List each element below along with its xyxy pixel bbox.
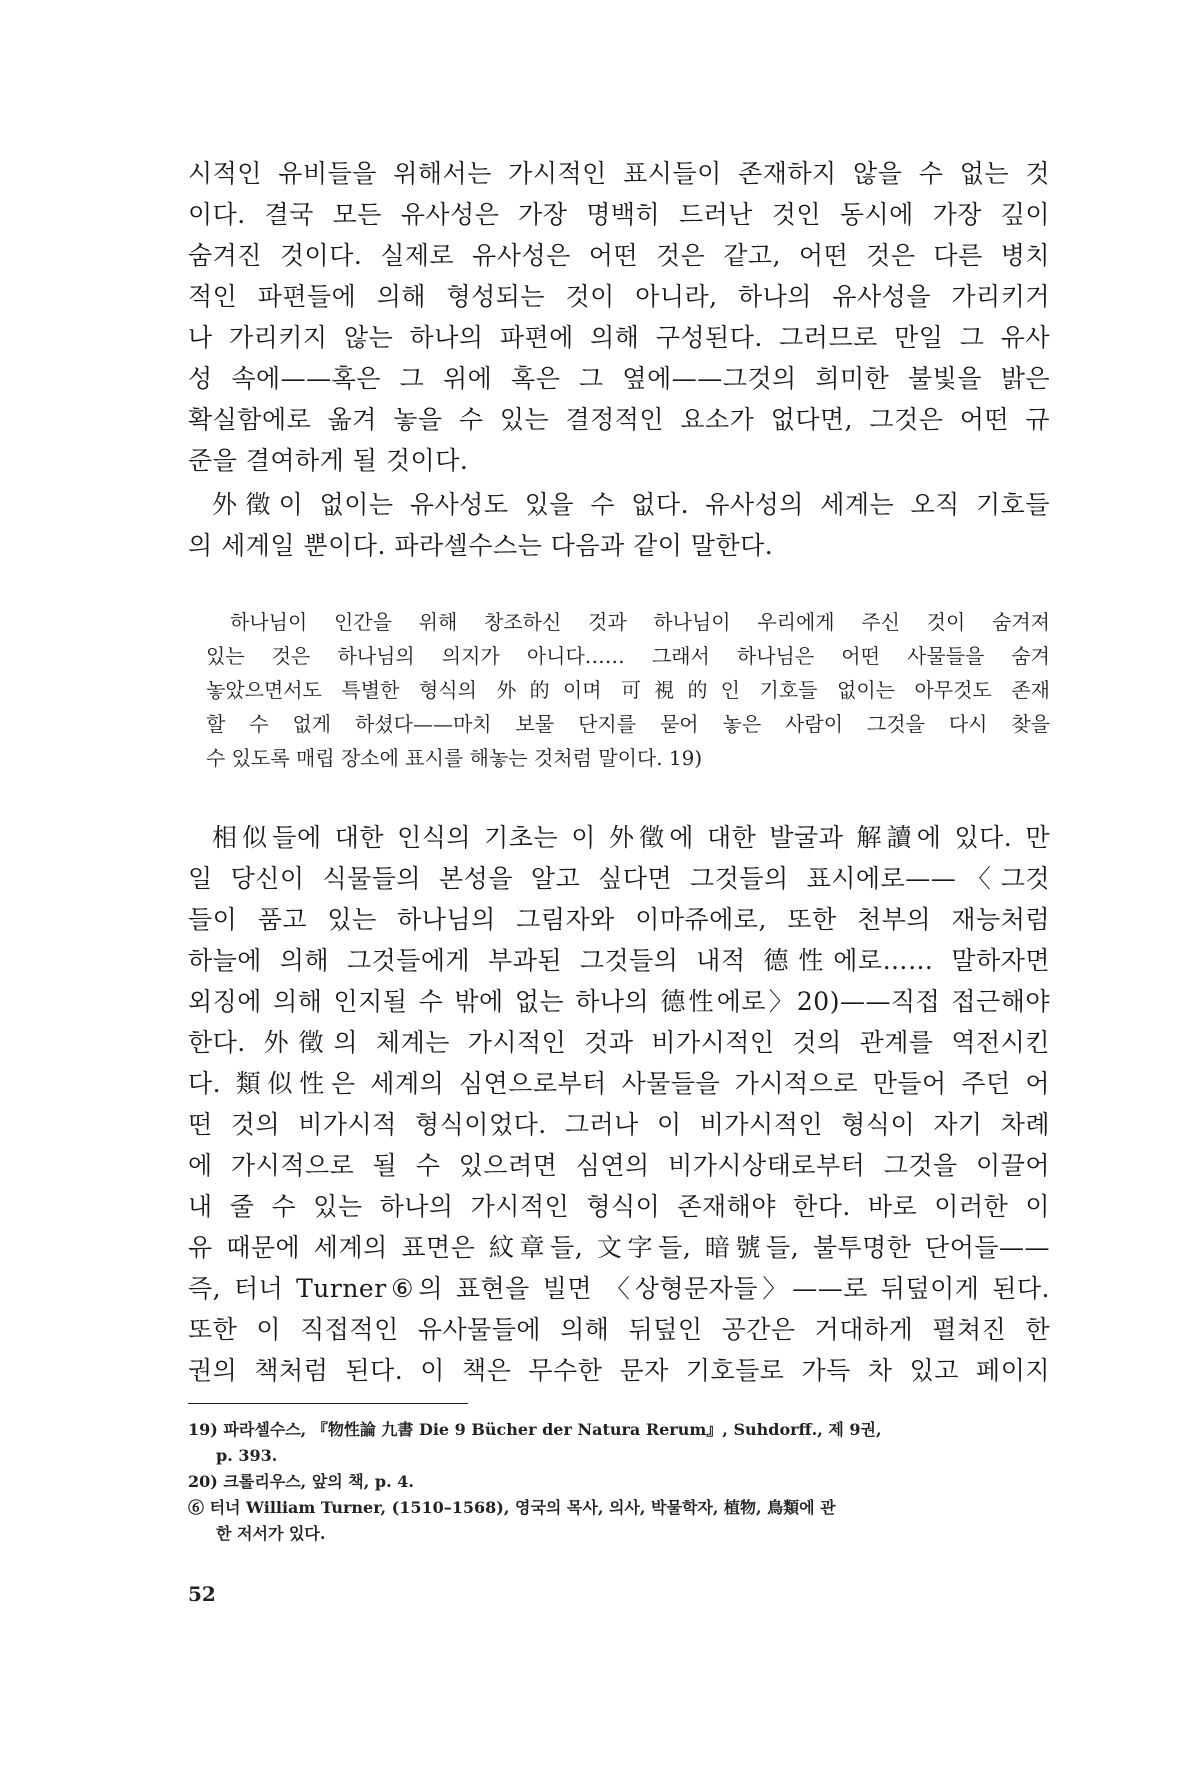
footnote-19-continued: p. 393. (216, 1446, 278, 1465)
text-line: 성 속에——혹은 그 위에 혹은 그 옆에——그것의 희미한 불빛을 밝은 (188, 364, 1050, 393)
paragraph-3 (188, 817, 1050, 1391)
quote-line: 놓았으면서도 특별한 형식의 外的이며 可視的인 기호들 없이는 아무것도 존재 (206, 678, 1050, 702)
text-line: 또한 이 직접적인 유사물들에 의해 뒤덮인 공간은 거대하게 펼쳐진 한 (188, 1315, 1050, 1344)
block-quote (206, 605, 1050, 775)
text-line: 내 줄 수 있는 하나의 가시적인 형식이 존재해야 한다. 바로 이러한 이 (188, 1192, 1050, 1221)
text-line: 확실함에로 옮겨 놓을 수 있는 결정적인 요소가 없다면, 그것은 어떤 규 (188, 405, 1050, 434)
text-line: 시적인 유비들을 위해서는 가시적인 표시들이 존재하지 않을 수 없는 것 (188, 159, 1050, 188)
footnote-6-continued: 한 저서가 있다. (216, 1524, 326, 1543)
text-line: 유 때문에 세계의 표면은 紋章들, 文字들, 暗號들, 불투명한 단어들—— (188, 1233, 1050, 1262)
footnote-6: ⑥ 터너 William Turner, (1510–1568), 영국의 목사, 의사, 박물학자, 植物, 鳥類에 관 (188, 1498, 836, 1517)
footnote-20: 20) 크롤리우스, 앞의 책, p. 4. (188, 1472, 414, 1491)
quote-line: 할 수 없게 하셨다——마치 보물 단지를 묻어 놓은 사람이 그것을 다시 찾을 (206, 712, 1050, 736)
text-line: 이다. 결국 모든 유사성은 가장 명백히 드러난 것인 동시에 가장 깊이 (188, 200, 1050, 229)
text-line: 숨겨진 것이다. 실제로 유사성은 어떤 것은 같고, 어떤 것은 다른 병치 (188, 241, 1050, 270)
text-line: 의 세계일 뿐이다. 파라셀수스는 다음과 같이 말한다. (188, 531, 774, 560)
text-line: 즉, 터너 Turner⑥의 표현을 빌면 〈상형문자들〉——로 뒤덮이게 된다. (188, 1274, 1050, 1303)
text-line: 外徵이 없이는 유사성도 있을 수 없다. 유사성의 세계는 오직 기호들 (212, 490, 1050, 519)
text-line: 떤 것의 비가시적 형식이었다. 그러나 이 비가시적인 형식이 자기 차례 (188, 1110, 1050, 1139)
quote-line: 하나님이 인간을 위해 창조하신 것과 하나님이 우리에게 주신 것이 숨겨져 (230, 610, 1050, 634)
text-line: 나 가리키지 않는 하나의 파편에 의해 구성된다. 그러므로 만일 그 유사 (188, 323, 1050, 352)
paragraph-1 (188, 153, 1050, 481)
text-line: 권의 책처럼 된다. 이 책은 무수한 문자 기호들로 가득 차 있고 페이지 (188, 1356, 1050, 1385)
text-line: 相似들에 대한 인식의 기초는 이 外徵에 대한 발굴과 解讀에 있다. 만 (212, 823, 1050, 852)
text-line: 에 가시적으로 될 수 있으려면 심연의 비가시상태로부터 그것을 이끌어 (188, 1151, 1050, 1180)
text-line: 들이 품고 있는 하나님의 그림자와 이마쥬에로, 또한 천부의 재능처럼 (188, 905, 1050, 934)
page-number: 52 (188, 1582, 216, 1606)
text-line: 적인 파편들에 의해 형성되는 것이 아니라, 하나의 유사성을 가리키거 (188, 282, 1050, 311)
footnote-19: 19) 파라셀수스, 『物性論 九書 Die 9 Bücher der Natura Rerum』, Suhdorff., 제 9권, (188, 1420, 882, 1439)
text-line: 외징에 의해 인지될 수 밖에 없는 하나의 德性에로〉20)——직접 접근해야 (188, 987, 1050, 1016)
footnote-rule (188, 1403, 468, 1404)
quote-line: 수 있도록 매립 장소에 표시를 해놓는 것처럼 말이다. 19) (206, 746, 703, 770)
paragraph-2 (188, 484, 1050, 566)
text-line: 준을 결여하게 될 것이다. (188, 446, 469, 475)
text-line: 다. 類似性은 세계의 심연으로부터 사물들을 가시적으로 만들어 주던 어 (188, 1069, 1050, 1098)
quote-line: 있는 것은 하나님의 의지가 아니다…… 그래서 하나님은 어떤 사물들을 숨겨 (206, 644, 1050, 668)
text-line: 일 당신이 식물들의 본성을 알고 싶다면 그것들의 표시에로——〈그것 (188, 864, 1050, 893)
footnotes (188, 1417, 1050, 1547)
text-line: 한다. 外徵의 체계는 가시적인 것과 비가시적인 것의 관계를 역전시킨 (188, 1028, 1050, 1057)
text-line: 하늘에 의해 그것들에게 부과된 그것들의 내적 德性에로…… 말하자면 (188, 946, 1050, 975)
